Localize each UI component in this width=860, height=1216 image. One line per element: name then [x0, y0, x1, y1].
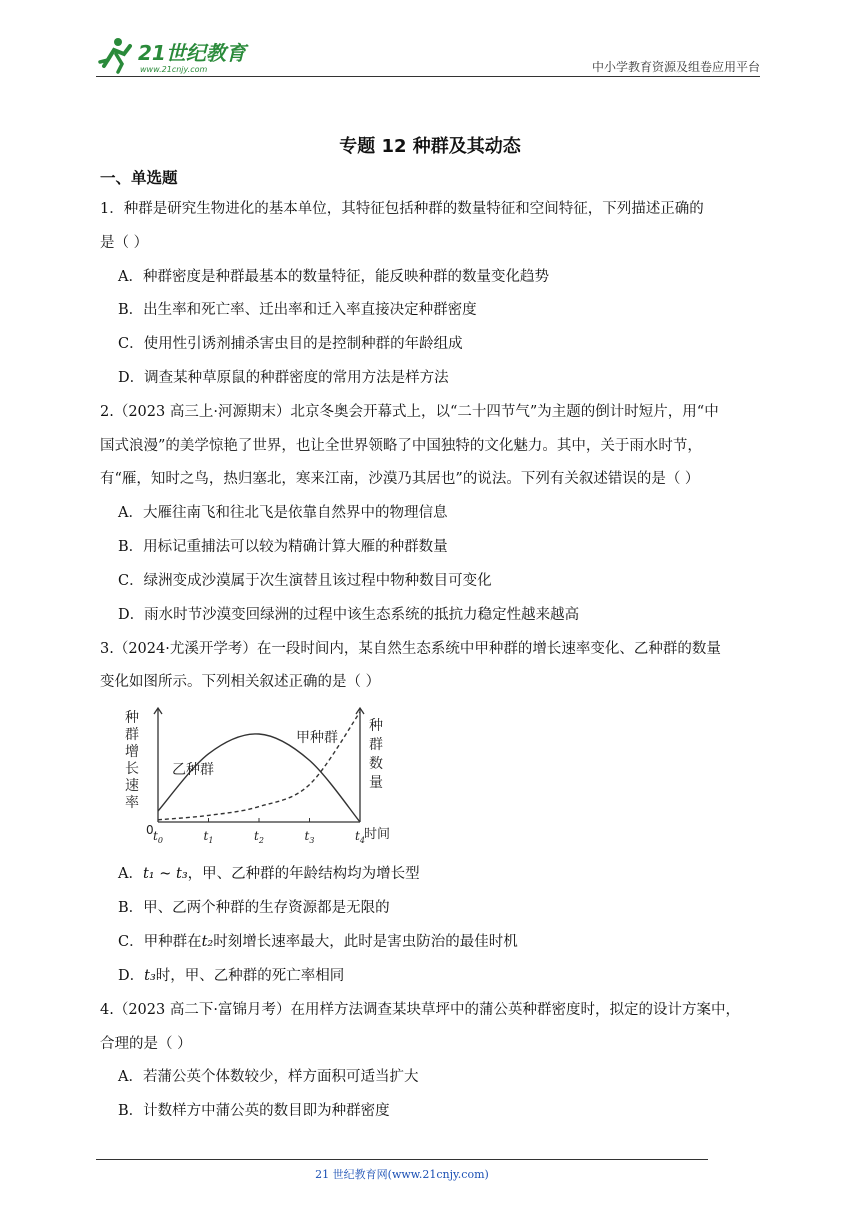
x-tick-label: $t_1$	[203, 829, 214, 845]
q3-option-a	[118, 862, 420, 883]
origin-label: 0	[146, 823, 154, 837]
y-left-label-char: 群	[125, 727, 139, 743]
q2-stem-line3: 有“雁，知时之鸟，热归塞北，寒来江南，沙漠乃其居也”的说法。下列有关叙述错误的是（ ）	[100, 471, 700, 487]
q2-option-b: B．用标记重捕法可以较为精确计算大雁的种群数量	[118, 539, 448, 555]
page-title: 专题 12 种群及其动态	[339, 136, 521, 157]
y-right-label-char: 群	[369, 737, 383, 753]
series-yi-label: 乙种群	[172, 762, 214, 778]
y-left-label-char: 长	[125, 761, 139, 777]
q3-option-a-prefix: A．	[118, 866, 143, 882]
y-left-label-char: 速	[125, 778, 139, 794]
y-right-label-char: 种	[369, 718, 383, 734]
y-right-label-char: 数	[369, 756, 383, 772]
q2-option-d: D．雨水时节沙漠变回绿洲的过程中该生态系统的抵抗力稳定性越来越高	[118, 607, 580, 623]
q1-stem-line2: 是（ ）	[100, 235, 149, 251]
q3-option-a-text: ，甲、乙种群的年龄结构均为增长型	[187, 866, 420, 882]
logo-url-text: www.21cnjy.com	[140, 65, 208, 74]
q3-stem-line1: 3.（2024·尤溪开学考）在一段时间内，某自然生态系统中甲种群的增长速率变化、乙种群的数量	[100, 641, 721, 657]
q3-option-a-math: t₁ ~ t₃	[142, 866, 188, 882]
header-platform-text: 中小学教育资源及组卷应用平台	[591, 60, 760, 74]
q4-option-a: A．若蒲公英个体数较少，样方面积可适当扩大	[118, 1069, 419, 1085]
q1-option-b: B．出生率和死亡率、迁出率和迁入率直接决定种群密度	[118, 302, 477, 318]
y-left-label-char: 种	[125, 710, 139, 726]
series-jia-label: 甲种群	[296, 730, 338, 746]
x-tick-label: $t_2$	[254, 829, 264, 845]
header-divider	[96, 76, 760, 77]
q3-option-c-text: 时刻增长速率最大，此时是害虫防治的最佳时机	[213, 934, 518, 950]
population-chart	[124, 700, 414, 850]
q2-option-c: C．绿洲变成沙漠属于次生演替且该过程中物种数目可变化	[118, 573, 492, 589]
q4-stem-line2: 合理的是（ ）	[100, 1036, 192, 1052]
logo-main-text: 21世纪教育	[138, 41, 246, 65]
q4-option-b: B．计数样方中蒲公英的数目即为种群密度	[118, 1103, 390, 1119]
footer-text: 21 世纪教育网(www.21cnjy.com)	[315, 1168, 489, 1181]
q1-option-c: C．使用性引诱剂捕杀害虫目的是控制种群的年龄组成	[118, 336, 463, 352]
footer-divider	[96, 1159, 708, 1160]
q2-stem-line2: 国式浪漫”的美学惊艳了世界，也让全世界领略了中国独特的文化魅力。其中，关于雨水时节，	[100, 438, 702, 454]
x-tick-label: $t_4$	[355, 829, 365, 845]
q1-option-d: D．调查某种草原鼠的种群密度的常用方法是样方法	[118, 370, 449, 386]
logo-21cnjy	[96, 36, 266, 76]
q3-stem-line2: 变化如图所示。下列相关叙述正确的是（ ）	[100, 674, 381, 690]
x-tick-label: $t_3$	[304, 829, 315, 845]
q3-option-d-prefix: D．	[118, 968, 145, 984]
section-heading: 一、单选题	[100, 169, 178, 187]
x-axis-label: 时间	[364, 827, 391, 842]
q3-option-d-text: 时，甲、乙种群的死亡率相同	[155, 968, 345, 984]
q2-stem-line1: 2.（2023 高三上·河源期末）北京冬奥会开幕式上，以“二十四节气”为主题的倒计时短片，用“中	[100, 404, 719, 420]
q3-option-c-prefix: C．甲种群在	[118, 934, 202, 950]
q2-option-a: A．大雁往南飞和往北飞是依靠自然界中的物理信息	[118, 505, 448, 521]
y-right-label-char: 量	[369, 775, 383, 791]
y-left-label-char: 率	[125, 795, 139, 811]
x-tick-label: $t_0$	[153, 829, 163, 845]
q1-option-a: A．种群密度是种群最基本的数量特征，能反映种群的数量变化趋势	[118, 269, 549, 285]
q3-option-d-math: t₃	[144, 968, 156, 984]
q1-stem-line1: 1．种群是研究生物进化的基本单位，其特征包括种群的数量特征和空间特征，下列描述正确的	[100, 201, 704, 217]
y-left-label-char: 增	[125, 744, 139, 760]
q3-option-d	[118, 964, 344, 985]
q3-option-c-math: t₂	[201, 934, 214, 950]
q3-option-c	[118, 930, 518, 951]
page-header	[96, 32, 760, 82]
q4-stem-line1: 4.（2023 高二下·富锦月考）在用样方法调查某块草坪中的蒲公英种群密度时，拟定的设计方案中，	[100, 1002, 740, 1018]
q3-option-b: B．甲、乙两个种群的生存资源都是无限的	[118, 900, 390, 916]
